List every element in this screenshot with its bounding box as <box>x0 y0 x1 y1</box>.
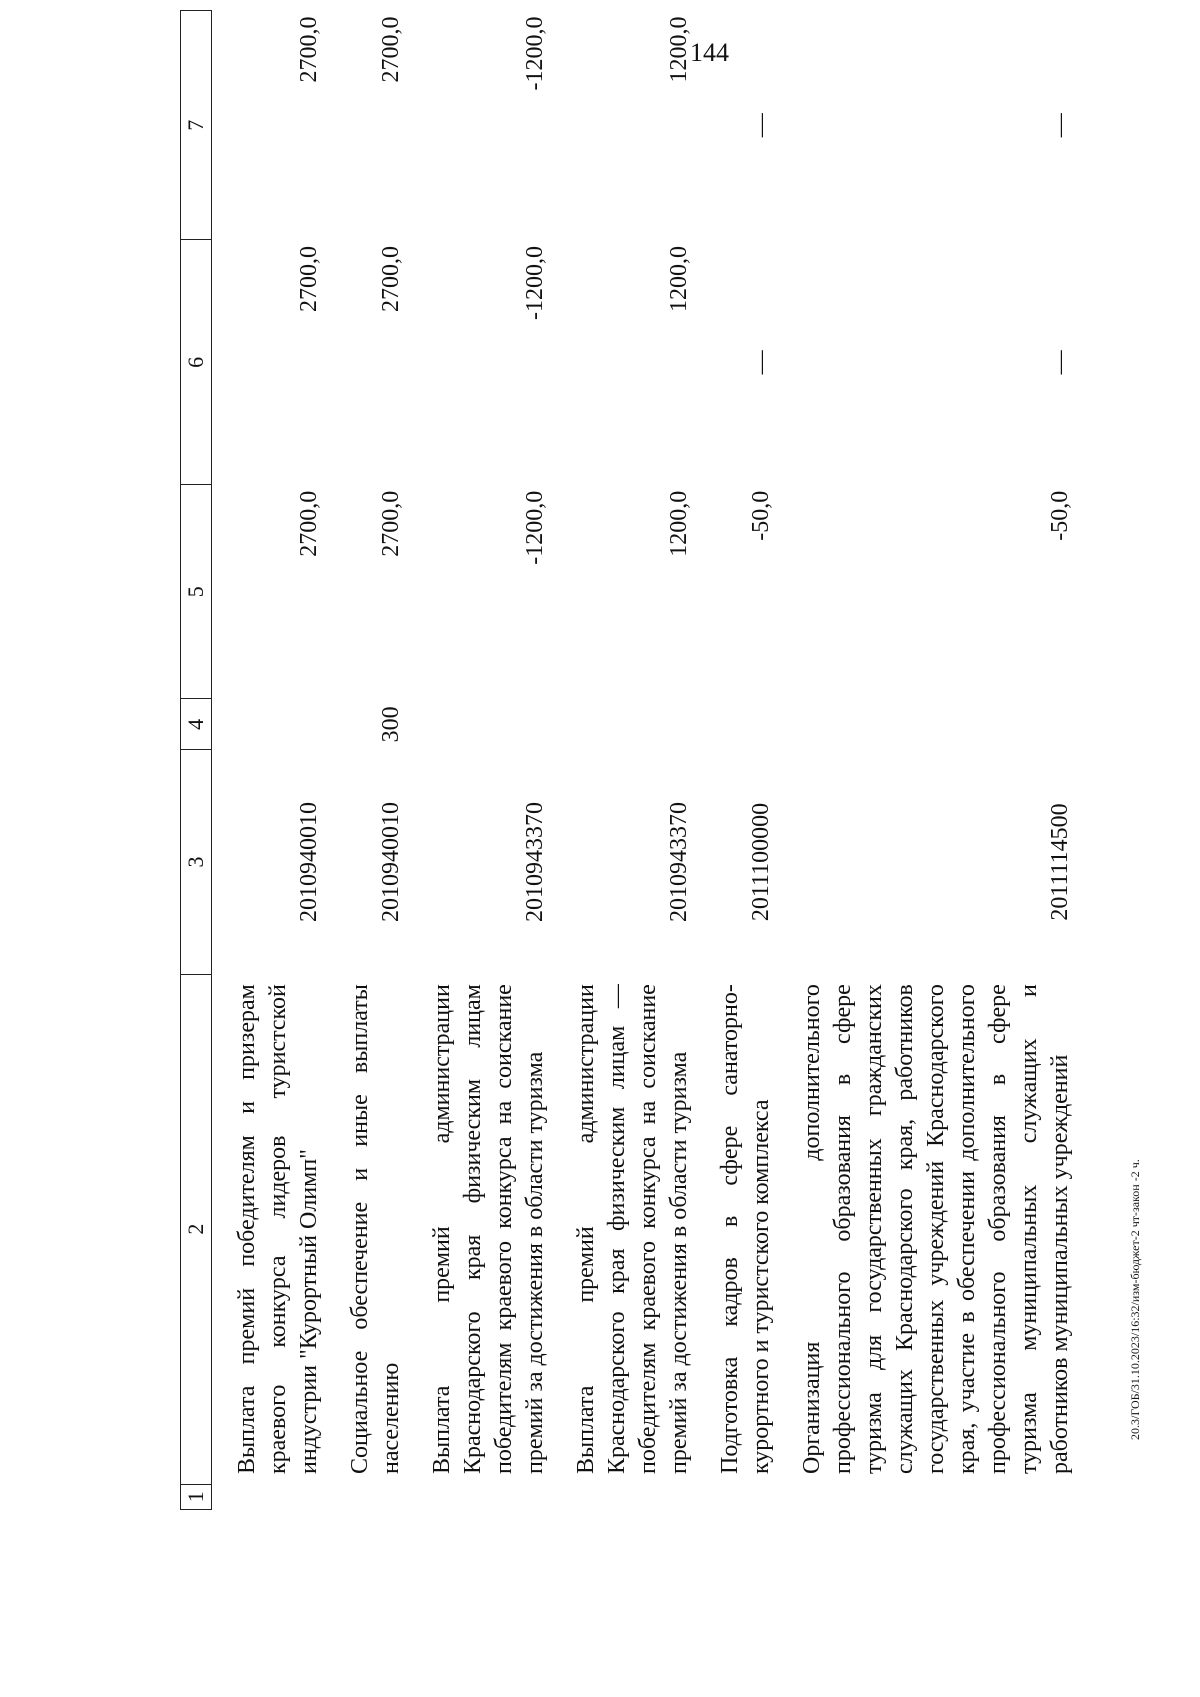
header-col-3: 3 <box>181 750 212 974</box>
cell-c1 <box>407 1484 551 1509</box>
cell-c1 <box>551 1484 695 1509</box>
header-col-2: 2 <box>181 974 212 1484</box>
cell-sum-6: — <box>748 350 774 375</box>
header-col-5: 5 <box>181 485 212 699</box>
cell-sum-5: -50,0 <box>1047 490 1073 541</box>
cell-sum-5: 1200,0 <box>666 490 692 557</box>
cell-sum-5: -50,0 <box>748 490 774 541</box>
table-row <box>777 11 1076 1510</box>
cell-sum-6: -1200,0 <box>522 245 548 320</box>
cell-sum-5: 2700,0 <box>296 490 322 557</box>
cell-type <box>407 699 551 750</box>
cell-sum-7: 2700,0 <box>296 16 322 83</box>
cell-sum-7: — <box>1047 113 1073 138</box>
cell-sum-7: — <box>748 113 774 138</box>
cell-type <box>695 699 777 750</box>
header-col-7: 7 <box>181 11 212 240</box>
cell-sum-6: — <box>1047 350 1073 375</box>
cell-code: 2011114500 <box>1047 803 1073 921</box>
header-col-1: 1 <box>181 1484 212 1509</box>
cell-c1 <box>325 1484 407 1509</box>
table-row <box>551 11 695 1510</box>
cell-type: 300 <box>378 706 404 743</box>
cell-sum-7: 2700,0 <box>378 16 404 83</box>
cell-c1 <box>695 1484 777 1509</box>
table-row <box>212 11 326 1510</box>
header-row <box>181 11 212 1510</box>
cell-c1 <box>212 1484 326 1509</box>
cell-type <box>551 699 695 750</box>
cell-code: 2010940010 <box>378 802 404 922</box>
cell-description: Организация дополнительного профессионального образования в сфере туризма для государственных гражданских служащих Краснодарского края, работников государственных учреждений Краснодарского края, участие в обеспечении дополнительного профессионального образования в сфере туризма муниципальных служащих и работников муниципальных учреждений <box>799 984 1073 1475</box>
cell-description: Выплата премий администрации Краснодарского края физическим лицам победителям краевого конкурса на соискание премий за достижения в области туризма <box>429 984 548 1475</box>
cell-sum-6: 2700,0 <box>296 245 322 312</box>
cell-sum-7: 1200,0 <box>666 16 692 83</box>
cell-description: Выплата премий победителям и призерам краевого конкурса лидеров туристской индустрии "Курортный Олимп" <box>234 984 322 1475</box>
page-number: 144 <box>690 38 729 67</box>
cell-description: Социальное обеспечение и иные выплаты населению <box>347 984 404 1475</box>
header-col-4: 4 <box>181 699 212 750</box>
cell-description: Выплата премий администрации Краснодарского края физическим лицам — победителям краевого конкурса на соискание премий за достижения в области туризма <box>573 984 692 1475</box>
cell-sum-7: -1200,0 <box>522 16 548 91</box>
cell-type <box>212 699 326 750</box>
cell-description: Подготовка кадров в сфере санаторно-курортного и туристского комплекса <box>717 984 774 1475</box>
cell-sum-6: 2700,0 <box>378 245 404 312</box>
cell-c1 <box>777 1484 1076 1509</box>
budget-table <box>180 10 1076 1510</box>
table-row <box>407 11 551 1510</box>
table-row <box>695 11 777 1510</box>
cell-sum-5: 2700,0 <box>378 490 404 557</box>
cell-code: 2010943370 <box>666 802 692 922</box>
cell-code: 2011100000 <box>748 802 774 922</box>
cell-code: 2010943370 <box>522 802 548 922</box>
cell-code: 2010940010 <box>296 802 322 922</box>
document-footer: 20.3/ГОБ/31.10.2023/16:32/изм-бюджет-2 чт-закон -2 ч. <box>1128 1159 1142 1440</box>
header-col-6: 6 <box>181 240 212 485</box>
rotated-table-container <box>180 0 1200 1590</box>
cell-type <box>777 699 1076 750</box>
cell-sum-5: -1200,0 <box>522 490 548 565</box>
cell-sum-6: 1200,0 <box>666 245 692 312</box>
table-row <box>325 11 407 1510</box>
